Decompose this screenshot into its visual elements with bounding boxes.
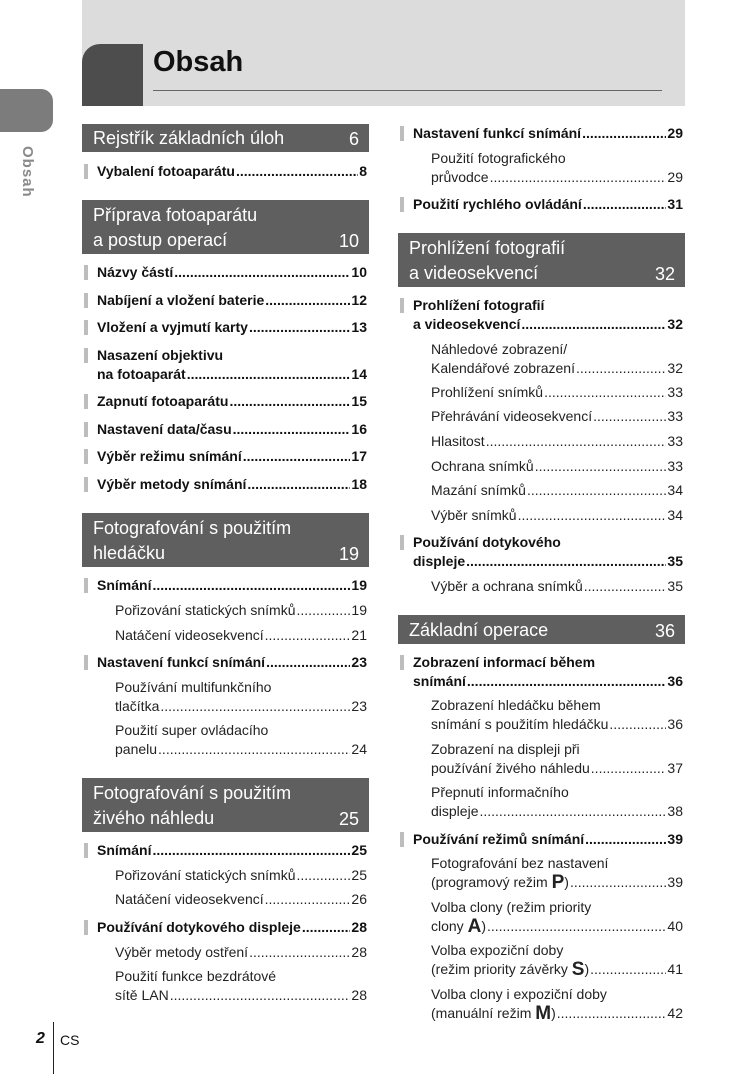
mode-p-symbol: P [551,872,565,893]
toc-subentry[interactable]: Pořizování statických snímků ..... 19 [115,601,367,620]
section-page: 25 [338,809,359,829]
section-title: Prohlížení fotografií [409,238,566,258]
toc-subentry[interactable]: Hlasitost ..... 33 [431,432,683,451]
toc-subentry[interactable]: Natáčení videosekvencí ..... 21 [115,626,367,645]
toc-entry[interactable]: Zapnutí fotoaparátu ..... 15 [97,392,367,411]
section-title: Fotografování s použitím [93,783,292,803]
section-title: Rejstřík základních úloh [93,128,285,148]
toc-entry[interactable]: Použití rychlého ovládání ..... 31 [413,195,683,214]
side-tab[interactable] [0,89,53,132]
toc-subentry[interactable]: Mazání snímků ..... 34 [431,481,683,500]
toc-entry[interactable]: Vložení a vyjmutí karty ..... 13 [97,318,367,337]
section-page: 19 [338,544,359,564]
language-code: CS [60,1032,80,1048]
footer-divider [53,1022,54,1074]
toc-subentry[interactable]: Natáčení videosekvencí ..... 26 [115,890,367,909]
section-title-line2: a postup operací [93,230,228,250]
toc-entry[interactable]: Používání režimů snímání ..... 39 [413,830,683,849]
toc-entry[interactable]: Nabíjení a vložení baterie ..... 12 [97,291,367,310]
toc-subentry[interactable]: Fotografování bez nastavení (programový režim P ) ..... 39 [431,854,683,892]
toc-entry[interactable]: Názvy částí ..... 10 [97,263,367,282]
toc-subentry[interactable]: Použití funkce bezdrátové sítě LAN ..... 28 [115,967,367,1005]
section-title: Fotografování s použitím [93,518,292,538]
toc-subentry[interactable]: Náhledové zobrazení/ Kalendářové zobrazení ..... 32 [431,340,683,378]
toc-entry[interactable]: Snímání ..... 19 [97,576,367,595]
mode-a-symbol: A [467,916,482,937]
toc-subentry[interactable]: Výběr a ochrana snímků ..... 35 [431,577,683,596]
toc-subentry[interactable]: Ochrana snímků ..... 33 [431,457,683,476]
toc-subentry[interactable]: Volba clony (režim priority clony A ) ..... 40 [431,898,683,936]
toc-subentry[interactable]: Volba expoziční doby (režim priority závěrky S ) ..... 41 [431,941,683,979]
side-tab-label: Obsah [19,146,36,198]
section-title-line2: a videosekvencí [409,263,539,283]
toc-entry[interactable]: Vybalení fotoaparátu ..... 8 [97,162,367,181]
toc-subentry[interactable]: Volba clony i expoziční doby (manuální režim M ) ..... 42 [431,985,683,1023]
toc-entry[interactable]: Výběr režimu snímání ..... 17 [97,447,367,466]
toc-subentry[interactable]: Prohlížení snímků ..... 33 [431,383,683,402]
toc-subentry[interactable]: Zobrazení na displeji při používání živého náhledu ..... 37 [431,740,683,778]
toc-entry[interactable]: Výběr metody snímání ..... 18 [97,475,367,494]
section-title: Základní operace [409,620,549,640]
toc-subentry[interactable]: Použití fotografického průvodce ..... 29 [431,149,683,187]
section-page: 36 [654,621,675,641]
toc-entry[interactable]: Zobrazení informací během snímání ..... 36 [413,653,683,691]
mode-s-symbol: S [571,959,585,980]
section-basic-operations[interactable] [398,615,685,644]
section-page: 6 [348,129,359,149]
section-title-line2: hledáčku [93,543,166,563]
section-basic-tasks[interactable] [82,124,369,152]
section-title-line2: živého náhledu [93,808,215,828]
toc-subentry[interactable]: Zobrazení hledáčku během snímání s použitím hledáčku ..... 36 [431,696,683,734]
toc-subentry[interactable]: Použití super ovládacího panelu ..... 24 [115,721,367,759]
toc-subentry[interactable]: Výběr metody ostření ..... 28 [115,943,367,962]
page-title: Obsah [153,46,244,78]
section-playback[interactable] [398,233,685,287]
toc-subentry[interactable]: Pořizování statických snímků ..... 25 [115,866,367,885]
toc-subentry[interactable]: Přepnutí informačního displeje ..... 38 [431,783,683,821]
toc-subentry[interactable]: Výběr snímků ..... 34 [431,506,683,525]
section-page: 32 [654,264,675,284]
toc-subentry[interactable]: Přehrávání videosekvencí ..... 33 [431,407,683,426]
toc-entry[interactable]: Nasazení objektivu na fotoaparát ..... 14 [97,346,367,384]
page-number: 2 [36,1030,45,1047]
header-rule [153,90,662,91]
toc-entry[interactable]: Používání dotykového displeje ..... 35 [413,533,683,571]
mode-m-symbol: M [535,1003,552,1024]
toc-entry[interactable]: Nastavení funkcí snímání ..... 29 [413,124,683,143]
section-page: 10 [338,231,359,251]
section-preparation[interactable] [82,200,369,254]
toc-subentry[interactable]: Používání multifunkčního tlačítka ..... 23 [115,678,367,716]
header-accent [82,44,143,106]
section-viewfinder[interactable] [82,513,369,567]
toc-entry[interactable]: Nastavení data/času ..... 16 [97,420,367,439]
section-title: Příprava fotoaparátu [93,205,258,225]
section-live-view[interactable] [82,778,369,832]
toc-entry[interactable]: Nastavení funkcí snímání ..... 23 [97,653,367,672]
toc-entry[interactable]: Snímání ..... 25 [97,841,367,860]
toc-entry[interactable]: Používání dotykového displeje ..... 28 [97,918,367,937]
toc-entry[interactable]: Prohlížení fotografií a videosekvencí ..... 32 [413,296,683,334]
